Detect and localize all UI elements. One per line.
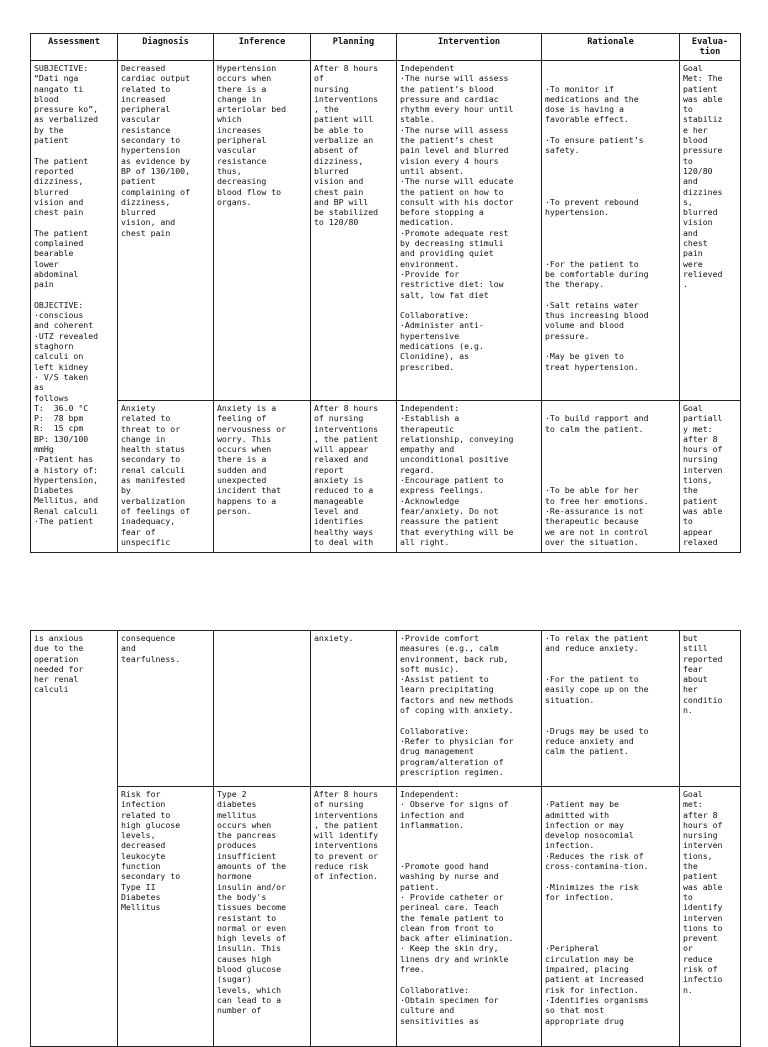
intervention-cell: Independent: · Observe for signs of infection and inflammation. ·Promote good hand washing by nurse and patient. · Provide catheter or perineal care. Teach the female patient to clean from front to back after elimination. · Keep the skin dry, linens dry and wrinkle free. Collaborative: ·Obtain specimen for culture and sensitivities as bbox=[397, 787, 542, 1047]
header-planning: Planning bbox=[311, 34, 397, 61]
table-row bbox=[31, 787, 741, 1047]
inference-cell: Anxiety is a feeling of nervousness or worry. This occurs when there is a sudden and unexpected incident that happens to a person. bbox=[214, 401, 311, 553]
nursing-care-plan-table-continued bbox=[30, 630, 741, 1047]
header-diagnosis: Diagnosis bbox=[118, 34, 214, 61]
assessment-cell: is anxious due to the operation needed for her renal calculi bbox=[31, 631, 118, 1047]
nursing-care-plan-table bbox=[30, 33, 741, 553]
table-header-row bbox=[31, 34, 741, 61]
header-evaluation: Evalua- tion bbox=[680, 34, 741, 61]
document-page-2 bbox=[0, 560, 768, 1024]
planning-cell: anxiety. bbox=[311, 631, 397, 787]
intervention-cell: Independent ·The nurse will assess the patient’s blood pressure and cardiac rhythm every hour until stable. ·The nurse will assess the patient’s chest pain level and blurred vision every 4 hours until absent. ·The nurse will educate the patient on how to consult with his doctor before stopping a medication. ·Promote adequate rest by decreasing stimuli and providing quiet environment. ·Provide for restrictive diet: low salt, low fat diet Collaborative: ·Administer anti- hypertensive medications (e.g. Clonidine), as prescribed. bbox=[397, 61, 542, 401]
inference-cell: Type 2 diabetes mellitus occurs when the pancreas produces insufficient amounts of the hormone insulin and/or the body's tissues become resistant to normal or even high levels of insulin. This causes high blood glucose (sugar) levels, which can lead to a number of bbox=[214, 787, 311, 1047]
header-rationale: Rationale bbox=[542, 34, 680, 61]
assessment-cell: SUBJECTIVE: “Dati nga nangato ti blood pressure ko”, as verbalized by the patient The patient reported dizziness, blurred vision and chest pain The patient complained bearable lower abdominal pain OBJECTIVE: ·conscious and coherent ·UTZ revealed staghorn calculi on left kidney · V/S taken as follows T: 36.0 °C P: 78 bpm R: 15 cpm BP: 130/100 mmHg ·Patient has a history of: Hypertension, Diabetes Mellitus, and Renal calculi ·The patient bbox=[31, 61, 118, 553]
header-inference: Inference bbox=[214, 34, 311, 61]
planning-cell: After 8 hours of nursing interventions , the patient will identify interventions to prevent or reduce risk of infection. bbox=[311, 787, 397, 1047]
planning-cell: After 8 hours of nursing interventions , the patient will be able to verbalize an absent of dizziness, blurred vision and chest pain and BP will be stabilized to 120/80 bbox=[311, 61, 397, 401]
planning-cell: After 8 hours of nursing interventions , the patient will appear relaxed and report anxiety is reduced to a manageable level and identifies healthy ways to deal with bbox=[311, 401, 397, 553]
diagnosis-cell: Risk for infection related to high glucose levels, decreased leukocyte function secondary to Type II Diabetes Mellitus bbox=[118, 787, 214, 1047]
inference-cell: Hypertension occurs when there is a change in arteriolar bed which increases peripheral vascular resistance thus, decreasing blood flow to organs. bbox=[214, 61, 311, 401]
diagnosis-cell: Anxiety related to threat to or change in health status secondary to renal calculi as manifested by verbalization of feelings of inadequacy, fear of unspecific bbox=[118, 401, 214, 553]
rationale-cell: ·To relax the patient and reduce anxiety. ·For the patient to easily cope up on the situation. ·Drugs may be used to reduce anxiety and calm the patient. bbox=[542, 631, 680, 787]
evaluation-cell: Goal Met: The patient was able to stabiliz e her blood pressure to 120/80 and dizzines s, blurred vision and chest pain were relieved . bbox=[680, 61, 741, 401]
diagnosis-cell: Decreased cardiac output related to increased peripheral vascular resistance secondary to hypertension as evidence by BP of 130/100, patient complaining of dizziness, blurred vision, and chest pain bbox=[118, 61, 214, 401]
table-row bbox=[31, 61, 741, 401]
rationale-cell: ·To monitor if medications and the dose is having a favorable effect. ·To ensure patient’s safety. ·To prevent rebound hypertension. ·For the patient to be comfortable during the therapy. ·Salt retains water thus increasing blood volume and blood pressure. ·May be given to treat hypertension. bbox=[542, 61, 680, 401]
rationale-cell: ·Patient may be admitted with infection or may develop nosocomial infection. ·Reduces the risk of cross-contamina-tion. ·Minimizes the risk for infection. ·Peripheral circulation may be impaired, placing patient at increased risk for infection. ·Identifies organisms so that most appropriate drug bbox=[542, 787, 680, 1047]
intervention-cell: Independent: ·Establish a therapeutic relationship, conveying empathy and unconditional positive regard. ·Encourage patient to express feelings. ·Acknowledge fear/anxiety. Do not reassure the patient that everything will be all right. bbox=[397, 401, 542, 553]
inference-cell bbox=[214, 631, 311, 787]
table-row bbox=[31, 631, 741, 787]
header-assessment: Assessment bbox=[31, 34, 118, 61]
evaluation-cell: but still reported fear about her conditio n. bbox=[680, 631, 741, 787]
evaluation-cell: Goal partiall y met: after 8 hours of nursing interven tions, the patient was able to appear relaxed bbox=[680, 401, 741, 553]
diagnosis-cell: consequence and tearfulness. bbox=[118, 631, 214, 787]
intervention-cell: ·Provide comfort measures (e.g., calm environment, back rub, soft music). ·Assist patient to learn precipitating factors and new methods of coping with anxiety. Collaborative: ·Refer to physician for drug management program/alteration of prescription regimen. bbox=[397, 631, 542, 787]
evaluation-cell: Goal met: after 8 hours of nursing interven tions, the patient was able to identify interven tions to prevent or reduce risk of infectio n. bbox=[680, 787, 741, 1047]
rationale-cell: ·To build rapport and to calm the patient. ·To be able for her to free her emotions. ·Re-assurance is not therapeutic because we are not in control over the situation. bbox=[542, 401, 680, 553]
header-intervention: Intervention bbox=[397, 34, 542, 61]
table-row bbox=[31, 401, 741, 553]
